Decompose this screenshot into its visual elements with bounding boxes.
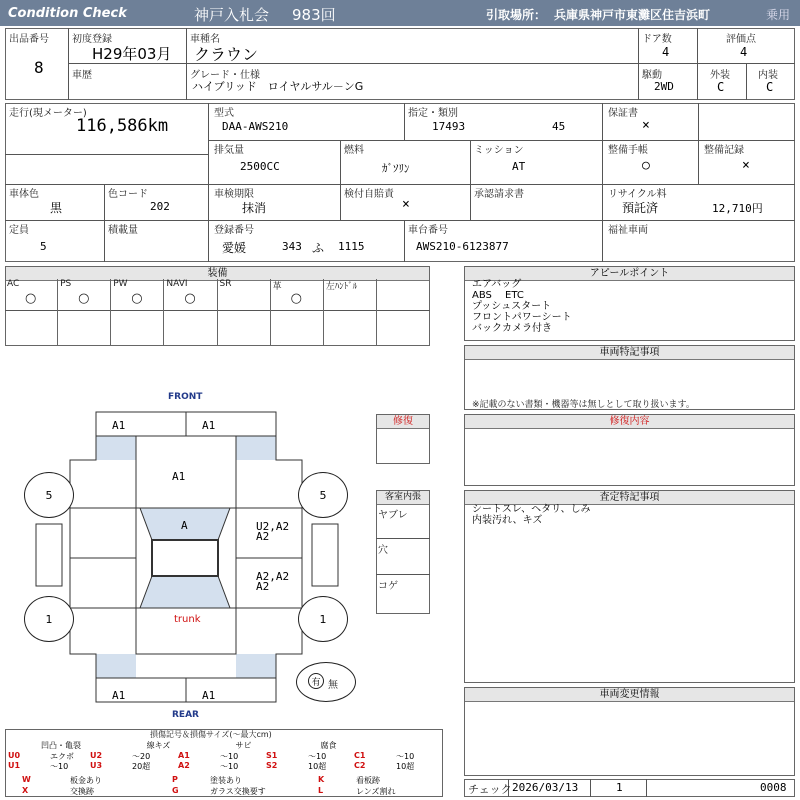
appeal-line: フロントパワーシート xyxy=(472,312,572,323)
appeal-line: ABS ETC xyxy=(472,290,524,301)
load-label: 積載量 xyxy=(108,225,138,236)
damage-front-left-bumper: A1 xyxy=(112,419,126,432)
car-name-label: 車種名 xyxy=(190,34,220,45)
mileage-value: 116,586km xyxy=(76,116,169,136)
legend-row4-cell: X xyxy=(22,786,29,795)
legend-row2-cell: 10超 xyxy=(308,762,327,771)
legend-row2-cell: ～10 xyxy=(50,762,69,771)
history-label: 車歴 xyxy=(72,70,92,81)
exterior-label: 外装 xyxy=(710,70,730,81)
legend-row1-cell: U2 xyxy=(90,751,103,760)
legend-row3-cell: W xyxy=(22,775,31,784)
inspection-label: 車検期限 xyxy=(214,189,254,200)
damage-front-right-bumper: A1 xyxy=(202,419,216,432)
liability-value: × xyxy=(402,197,410,212)
first-reg-value: H29年03月 xyxy=(92,45,172,63)
category: 乗用 xyxy=(766,8,791,22)
score-label: 評価点 xyxy=(726,34,756,45)
equipment-value: ○ xyxy=(25,291,37,306)
legend-row3-cell: 板金あり xyxy=(70,776,102,785)
tire-front-left: 5 xyxy=(24,472,74,518)
doors-value: 4 xyxy=(662,45,670,59)
model-value: DAA-AWS210 xyxy=(222,120,289,133)
cabin-yabure: ヤブレ xyxy=(378,510,408,521)
interior-value: C xyxy=(766,80,774,94)
cabin-koge: コゲ xyxy=(378,581,398,592)
lot-value: 8 xyxy=(34,58,44,77)
plate-label: 登録番号 xyxy=(214,225,254,236)
lot-label: 出品番号 xyxy=(9,34,49,45)
fuel-value: ｶﾞｿﾘﾝ xyxy=(382,162,410,175)
trunk-label: trunk xyxy=(174,614,201,625)
recycle-status: 預託済 xyxy=(622,201,659,215)
inspect-line: シートスレ、ヘタリ、しみ xyxy=(472,504,591,515)
tire-front-right: 5 xyxy=(298,472,348,518)
damage-right-front-door-1: U2,A2 xyxy=(256,520,290,533)
check-num: 1 xyxy=(616,781,623,794)
legend-row1-cell: ～20 xyxy=(132,752,151,761)
equipment-value: ○ xyxy=(184,291,196,306)
model-label: 型式 xyxy=(214,108,234,119)
inspect-line: 内装汚れ、キズ xyxy=(472,515,543,526)
manual-label: 整備手帳 xyxy=(608,145,648,156)
equipment-label: 革 xyxy=(272,282,282,292)
first-reg-label: 初度登録 xyxy=(72,34,112,45)
spare-tire-present: 有 xyxy=(308,673,324,689)
plate-class: 343 xyxy=(282,240,302,253)
mission-value: AT xyxy=(512,160,526,173)
liability-label: 検付自賠責 xyxy=(344,189,394,200)
drive-label: 駆動 xyxy=(642,70,662,81)
equipment-label: AC xyxy=(7,279,20,289)
auction-name: 神戸入札会 xyxy=(194,6,270,24)
inspect-text xyxy=(472,504,591,526)
brand-title: Condition Check xyxy=(8,6,127,21)
damage-hood: A1 xyxy=(172,470,186,483)
manual-value: ○ xyxy=(642,158,650,173)
spare-tire-none: 無 xyxy=(328,680,338,691)
type-value-1: 17493 xyxy=(432,120,466,133)
equipment-value: ○ xyxy=(290,291,302,306)
recycle-label: リサイクル料 xyxy=(608,189,667,200)
displacement-label: 排気量 xyxy=(214,145,244,156)
plate-kana: ふ xyxy=(312,241,325,255)
equipment-title: 装備 xyxy=(6,267,429,281)
legend-row3-cell: 塗装あり xyxy=(210,776,242,785)
body-color-label: 車体色 xyxy=(9,189,39,200)
check-date: 2026/03/13 xyxy=(512,781,579,794)
tire-rear-left: 1 xyxy=(24,596,74,642)
special-title: 車両特記事項 xyxy=(465,346,794,360)
appeal-line: プッシュスタート xyxy=(472,301,552,312)
cabin-title: 客室内張 xyxy=(377,491,429,505)
capacity-value: 5 xyxy=(40,240,47,253)
body-color-value: 黒 xyxy=(50,201,63,215)
color-code-value: 202 xyxy=(150,200,170,213)
inspect-title: 査定特記事項 xyxy=(465,491,794,505)
appeal-line: バックカメラ付き xyxy=(472,323,552,334)
legend-row4-cell: ガラス交換要す xyxy=(210,787,266,796)
legend-group: 線キズ xyxy=(146,741,171,750)
legend-row1-cell: A1 xyxy=(178,751,190,760)
legend-row1-cell: S1 xyxy=(266,751,278,760)
displacement-value: 2500CC xyxy=(240,160,280,173)
legend-group: 腐食 xyxy=(320,741,337,750)
legend-row2-cell: S2 xyxy=(266,761,278,770)
legend-row3-cell: 看板跡 xyxy=(356,776,380,785)
change-title: 車両変更情報 xyxy=(465,688,794,702)
capacity-label: 定員 xyxy=(9,225,29,236)
warranty-value: × xyxy=(642,118,650,133)
legend-row2-cell: 20超 xyxy=(132,762,151,771)
recycle-amount: 12,710円 xyxy=(712,202,763,215)
legend-row2-cell: U3 xyxy=(90,761,103,770)
tire-rear-right: 1 xyxy=(298,596,348,642)
legend-title: 損傷記号＆損傷サイズ(～最大cm) xyxy=(150,730,272,739)
inspection-value: 抹消 xyxy=(242,201,267,215)
legend-row4-cell: L xyxy=(318,786,324,795)
legend-row4-cell: G xyxy=(172,786,179,795)
legend-row2-cell: ～10 xyxy=(220,762,239,771)
legend-group: サビ xyxy=(235,741,252,750)
check-code: 0008 xyxy=(760,781,787,794)
damage-rear-left-bumper: A1 xyxy=(112,689,126,702)
special-note: ※記載のない書類・機器等は無しとして取り扱います。 xyxy=(472,400,695,410)
legend-row1-cell: エクボ xyxy=(50,752,74,761)
drive-value: 2WD xyxy=(654,80,674,93)
front-label: FRONT xyxy=(168,392,203,402)
damage-right-rear-door-2: A2 xyxy=(256,580,270,593)
repair-box-title: 修復 xyxy=(377,415,429,429)
chassis-value: AWS210-6123877 xyxy=(416,240,509,253)
pickup-place: 兵庫県神戸市東灘区住吉浜町 xyxy=(554,8,711,22)
fuel-label: 燃料 xyxy=(344,145,364,156)
equipment-label: SR xyxy=(219,279,232,289)
equipment-label: 左ﾊﾝﾄﾞﾙ xyxy=(325,282,358,292)
exterior-value: C xyxy=(717,80,725,94)
equipment-label: PW xyxy=(113,279,128,289)
interior-label: 内装 xyxy=(758,70,778,81)
legend-row2-cell: C2 xyxy=(354,761,366,770)
car-name-value: クラウン xyxy=(194,45,259,64)
appeal-line: エアバッグ xyxy=(472,279,522,290)
legend-row1-cell: C1 xyxy=(354,751,366,760)
legend-row2-cell: A2 xyxy=(178,761,190,770)
grade-value: ハイブリッド ロイヤルサル－ンG xyxy=(192,80,364,93)
pickup-label: 引取場所： xyxy=(486,8,547,22)
record-value: × xyxy=(742,158,750,173)
check-label: チェック xyxy=(468,783,512,796)
legend-row2-cell: U1 xyxy=(8,761,21,770)
legend-row1-cell: ～10 xyxy=(220,752,239,761)
chassis-label: 車台番号 xyxy=(408,225,448,236)
spare-tire-icon xyxy=(296,662,356,702)
equipment-value: ○ xyxy=(131,291,143,306)
mission-label: ミッション xyxy=(474,145,524,156)
legend-row1-cell: ～10 xyxy=(396,752,415,761)
score-value: 4 xyxy=(740,45,748,59)
color-code-label: 色コード xyxy=(108,189,148,200)
approval-label: 承認請求書 xyxy=(474,189,524,200)
legend-row1-cell: U0 xyxy=(8,751,21,760)
legend-row4-cell: レンズ割れ xyxy=(356,787,396,796)
damage-right-front-door-2: A2 xyxy=(256,530,270,543)
equipment-value: ○ xyxy=(78,291,90,306)
repair-content-title: 修復内容 xyxy=(465,415,794,429)
type-value-2: 45 xyxy=(552,120,566,133)
warranty-label: 保証書 xyxy=(608,108,638,119)
type-label: 指定・類別 xyxy=(408,108,458,119)
grade-label: グレード・仕様 xyxy=(190,70,260,81)
auction-number: 983回 xyxy=(292,6,336,24)
record-label: 整備記録 xyxy=(704,145,744,156)
damage-right-rear-door-1: A2,A2 xyxy=(256,570,290,583)
legend-row3-cell: K xyxy=(318,775,325,784)
legend-row2-cell: 10超 xyxy=(396,762,415,771)
legend-row1-cell: ～10 xyxy=(308,752,327,761)
rear-label: REAR xyxy=(172,710,199,720)
legend-group: 凹凸・亀裂 xyxy=(41,741,81,750)
damage-rear-right-bumper: A1 xyxy=(202,689,216,702)
equipment-label: PS xyxy=(60,279,72,289)
damage-roof: A xyxy=(181,519,188,532)
legend-row3-cell: P xyxy=(172,775,178,784)
appeal-text xyxy=(472,279,572,334)
mileage-label: 走行(現メーター) xyxy=(9,108,87,119)
equipment-label: NAVI xyxy=(166,279,188,289)
doors-label: ドア数 xyxy=(642,34,672,45)
welfare-label: 福祉車両 xyxy=(608,225,648,236)
appeal-title: アピールポイント xyxy=(465,267,794,281)
plate-area: 愛媛 xyxy=(222,241,247,255)
legend-row4-cell: 交換跡 xyxy=(70,787,94,796)
plate-no: 1115 xyxy=(338,240,365,253)
cabin-ana: 穴 xyxy=(378,545,388,556)
